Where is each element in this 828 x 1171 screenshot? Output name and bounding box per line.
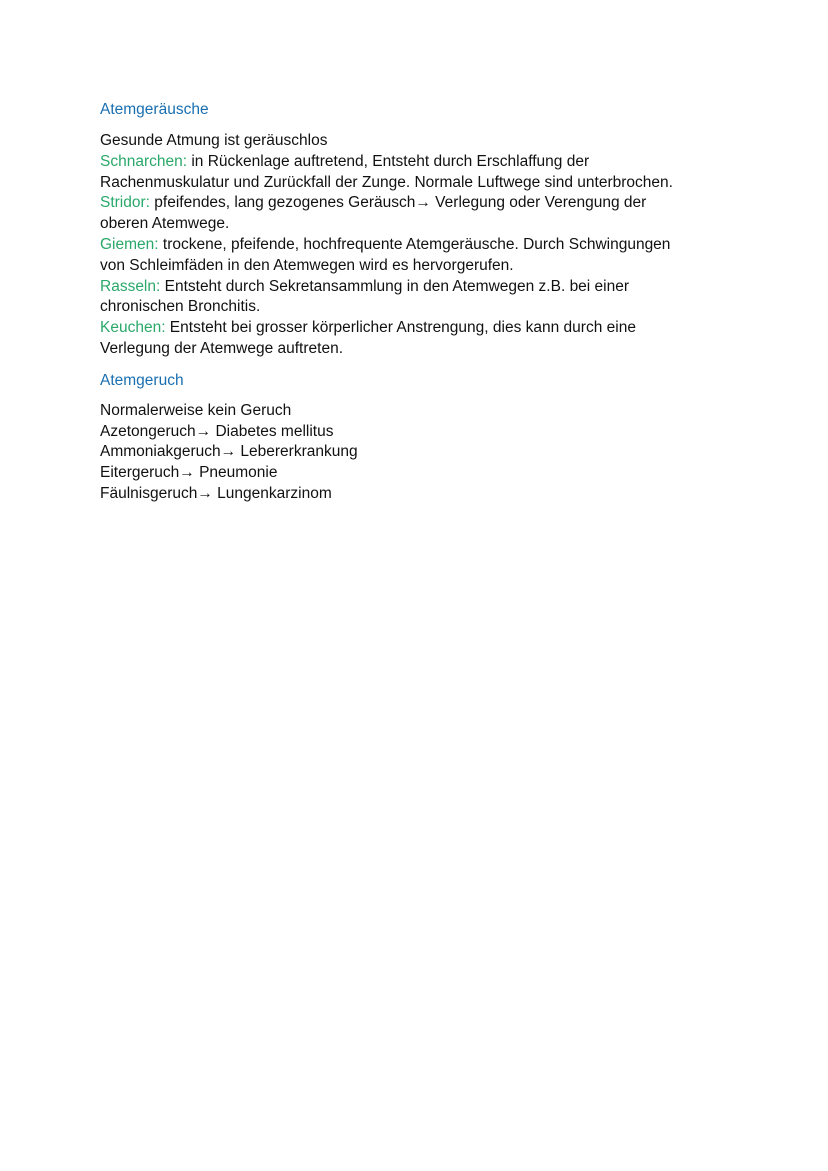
line-text: chronischen Bronchitis. bbox=[100, 298, 261, 316]
text-line bbox=[100, 214, 740, 235]
line-text: Verlegung der Atemwege auftreten. bbox=[100, 339, 343, 357]
list-item: Eitergeruch→ Pneumonie bbox=[100, 464, 278, 482]
term-label: Giemen: bbox=[100, 235, 159, 253]
line-text: oberen Atemwege. bbox=[100, 215, 230, 233]
term-label: Schnarchen: bbox=[100, 152, 188, 170]
text-line bbox=[100, 256, 740, 277]
section-heading-atemgeraeusche: Atemgeräusche bbox=[100, 101, 209, 118]
term-label: Stridor: bbox=[100, 194, 150, 212]
section-body-atemgeruch bbox=[100, 401, 740, 505]
list-item: Azetongeruch→ Diabetes mellitus bbox=[100, 422, 334, 440]
line-text: Entsteht bei grosser körperlicher Anstrengung, dies kann durch eine bbox=[165, 319, 636, 337]
line-text: in Rückenlage auftretend, Entsteht durch Erschlaffung der bbox=[187, 152, 590, 170]
section-body-atemgeraeusche bbox=[100, 131, 740, 360]
text-line bbox=[100, 131, 740, 152]
text-line bbox=[100, 173, 740, 194]
line-text: Gesunde Atmung ist geräuschlos bbox=[100, 132, 328, 149]
term-label: Keuchen: bbox=[100, 319, 166, 337]
line-text: Entsteht durch Sekretansammlung in den Atemwegen z.B. bei einer bbox=[160, 277, 630, 295]
list-item: Normalerweise kein Geruch bbox=[100, 401, 292, 419]
document-page bbox=[100, 99, 740, 505]
line-text: trockene, pfeifende, hochfrequente Atemgeräusche. Durch Schwingungen bbox=[158, 235, 671, 253]
text-line bbox=[100, 193, 740, 214]
text-line bbox=[100, 235, 740, 256]
section-heading-atemgeruch: Atemgeruch bbox=[100, 371, 184, 389]
text-line bbox=[100, 297, 740, 318]
line-text: Rachenmuskulatur und Zurückfall der Zunge. Normale Luftwege sind unterbrochen. bbox=[100, 173, 673, 191]
list-item: Ammoniakgeruch→ Lebererkrankung bbox=[100, 443, 358, 461]
text-line bbox=[100, 277, 740, 298]
line-text: pfeifendes, lang gezogenes Geräusch→ Verlegung oder Verengung der bbox=[149, 194, 647, 212]
text-line bbox=[100, 339, 740, 360]
list-item: Fäulnisgeruch→ Lungenkarzinom bbox=[100, 484, 332, 502]
term-label: Rasseln: bbox=[100, 277, 161, 295]
line-text: von Schleimfäden in den Atemwegen wird es hervorgerufen. bbox=[100, 256, 514, 274]
text-line bbox=[100, 152, 740, 173]
text-line bbox=[100, 318, 740, 339]
